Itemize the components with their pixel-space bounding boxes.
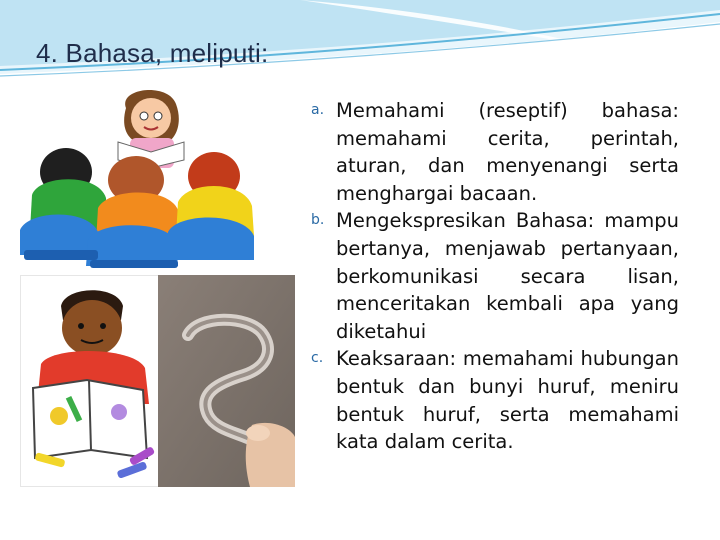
list-marker: a. — [311, 102, 325, 118]
slide-title-text: Bahasa, meliputi: — [65, 38, 269, 68]
list-marker: b. — [311, 212, 325, 229]
slide-title-number: 4. — [36, 38, 59, 68]
language-skills-list — [311, 97, 679, 456]
children-reading-illustration — [18, 80, 258, 270]
list-item-text: Keaksaraan: memahami hubungan bentuk dan bunyi huruf, meniru bentuk huruf, serta memahami kata dalam cerita. — [336, 347, 679, 454]
slide-title — [36, 38, 268, 69]
sand-letter-tracing-photo — [158, 275, 295, 487]
list-item-receptive — [311, 97, 679, 207]
list-item-text: Memahami (reseptif) bahasa: memahami cerita, perintah, aturan, dan menyenangi serta menghargai bacaan. — [336, 99, 679, 205]
boy-drawing-crayons-illustration — [20, 275, 162, 487]
list-marker: c. — [311, 350, 324, 367]
list-item-text: Mengekspresikan Bahasa: mampu bertanya, menjawab pertanyaan, berkomunikasi secara lisan, menceritakan kembali apa yang diketahui — [336, 209, 679, 343]
list-item-literacy — [311, 345, 679, 455]
list-item-expressive — [311, 207, 679, 345]
